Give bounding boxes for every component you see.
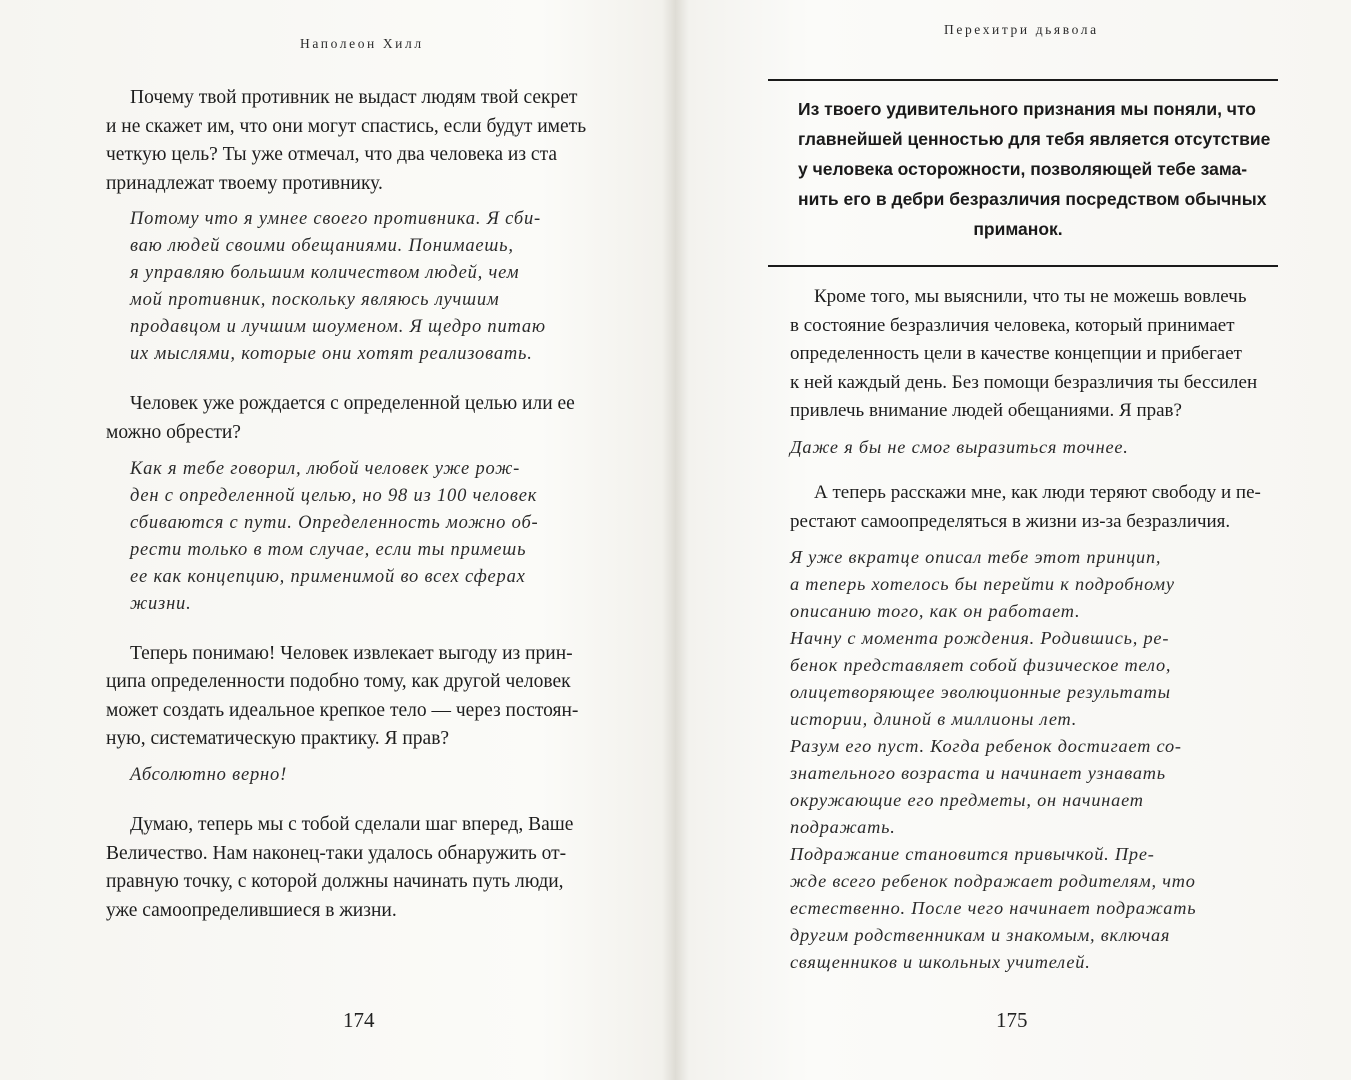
answer-paragraph bbox=[790, 434, 1268, 461]
running-head-title: Перехитри дьявола bbox=[944, 22, 1099, 37]
text-line: другим родственникам и знакомым, включая bbox=[790, 925, 1171, 946]
callout-line: главнейшей ценностью для тебя является отсутствие bbox=[798, 129, 1271, 149]
text-line: ципа определенности подобно тому, как другой человек bbox=[106, 671, 571, 693]
text-line: окружающие его предметы, он начинает bbox=[790, 790, 1144, 811]
text-line: Величество. Нам наконец-таки удалось обнаружить от- bbox=[106, 842, 567, 864]
text-line: правную точку, с которой должны начинать путь люди, bbox=[106, 871, 564, 893]
page-number: 174 bbox=[343, 1008, 375, 1032]
text-line: истории, длиной в миллионы лет. bbox=[790, 709, 1078, 730]
text-line: определенность цели в качестве концепции и прибегает bbox=[790, 343, 1242, 365]
text-line: рестают самоопределяться в жизни из-за безразличия. bbox=[790, 510, 1231, 532]
question-paragraph bbox=[106, 640, 626, 754]
text-line: ную, систематическую практику. Я прав? bbox=[106, 728, 450, 750]
text-line: их мыслями, которые они хотят реализовать. bbox=[130, 344, 533, 365]
answer-paragraph bbox=[790, 544, 1268, 976]
text-line: подражать. bbox=[790, 817, 896, 838]
text-line: может создать идеальное крепкое тело — через постоян- bbox=[106, 699, 579, 721]
text-line: я управляю большим количеством людей, чем bbox=[130, 263, 520, 284]
answer-paragraph bbox=[130, 762, 626, 789]
callout-line: нить его в дебри безразличия посредством обычных bbox=[798, 189, 1267, 209]
text-line: описанию того, как он работает. bbox=[790, 601, 1081, 622]
text-line: Человек уже рождается с определенной целью или ее bbox=[130, 393, 575, 415]
page-number: 175 bbox=[996, 1008, 1028, 1032]
question-paragraph bbox=[106, 811, 626, 925]
text-line: бенок представляет собой физическое тело, bbox=[790, 655, 1172, 676]
text-line: Как я тебе говорил, любой человек уже рож- bbox=[130, 458, 521, 479]
text-line: Потому что я умнее своего противника. Я сби- bbox=[130, 209, 541, 230]
text-line: Думаю, теперь мы с тобой сделали шаг вперед, Ваше bbox=[130, 813, 574, 835]
text-line: А теперь расскажи мне, как люди теряют свободу и пе- bbox=[814, 481, 1261, 503]
text-line: и не скажет им, что они могут спастись, если будут иметь bbox=[106, 115, 587, 137]
text-line: мой противник, поскольку являюсь лучшим bbox=[130, 290, 500, 311]
callout-line: Из твоего удивительного признания мы поняли, что bbox=[798, 99, 1256, 119]
text-line: уже самоопределившиеся в жизни. bbox=[106, 899, 397, 921]
text-line: жде всего ребенок подражает родителям, что bbox=[790, 871, 1196, 892]
text-line: Даже я бы не смог выразиться точнее. bbox=[790, 436, 1129, 457]
text-line: жизни. bbox=[130, 593, 192, 614]
answer-paragraph bbox=[130, 206, 626, 368]
left-text-block bbox=[106, 84, 626, 939]
running-head-author: Наполеон Хилл bbox=[300, 36, 424, 51]
left-page bbox=[0, 0, 675, 1080]
text-line: продавцом и лучшим шоуменом. Я щедро питаю bbox=[130, 317, 546, 338]
text-line: принадлежат твоему противнику. bbox=[106, 172, 383, 194]
callout-line: приманок. bbox=[973, 219, 1063, 239]
text-line: четкую цель? Ты уже отмечал, что два человека из ста bbox=[106, 144, 557, 166]
text-line: священников и школьных учителей. bbox=[790, 952, 1091, 973]
text-line: знательного возраста и начинает узнавать bbox=[790, 763, 1166, 784]
right-page bbox=[676, 0, 1351, 1080]
text-line: Теперь понимаю! Человек извлекает выгоду из прин- bbox=[130, 642, 573, 664]
question-paragraph bbox=[106, 390, 626, 447]
text-line: ваю людей своими обещаниями. Понимаешь, bbox=[130, 236, 514, 257]
callout-line: у человека осторожности, позволяющей тебе зама- bbox=[798, 159, 1248, 179]
text-line: Абсолютно верно! bbox=[130, 764, 288, 785]
text-line: а теперь хотелось бы перейти к подробному bbox=[790, 574, 1175, 595]
text-line: Почему твой противник не выдаст людям твой секрет bbox=[130, 87, 578, 108]
text-line: Подражание становится привычкой. Пре- bbox=[790, 844, 1155, 865]
text-line: ден с определенной целью, но 98 из 100 человек bbox=[130, 485, 538, 506]
question-paragraph bbox=[106, 84, 626, 198]
question-paragraph bbox=[790, 283, 1268, 426]
text-line: сбиваются с пути. Определенность можно об- bbox=[130, 512, 539, 533]
text-line: к ней каждый день. Без помощи безразличия ты бессилен bbox=[790, 371, 1258, 393]
text-line: рести только в том случае, если ты примешь bbox=[130, 539, 527, 560]
text-line: можно обрести? bbox=[106, 421, 241, 443]
right-text-block bbox=[790, 283, 1268, 998]
text-line: Кроме того, мы выяснили, что ты не можешь вовлечь bbox=[814, 286, 1247, 307]
question-paragraph bbox=[790, 479, 1268, 536]
text-line: олицетворяющее эволюционные результаты bbox=[790, 682, 1171, 703]
text-line: ее как концепцию, применимой во всех сферах bbox=[130, 566, 526, 587]
text-line: Я уже вкратце описал тебе этот принцип, bbox=[790, 547, 1162, 568]
answer-paragraph bbox=[130, 456, 626, 618]
text-line: в состояние безразличия человека, который принимает bbox=[790, 314, 1235, 336]
highlighted-callout bbox=[768, 79, 1278, 267]
text-line: привлечь внимание людей обещаниями. Я прав? bbox=[790, 400, 1182, 422]
text-line: Разум его пуст. Когда ребенок достигает со- bbox=[790, 736, 1182, 757]
text-line: Начну с момента рождения. Родившись, ре- bbox=[790, 628, 1170, 649]
text-line: естественно. После чего начинает подражать bbox=[790, 898, 1197, 919]
